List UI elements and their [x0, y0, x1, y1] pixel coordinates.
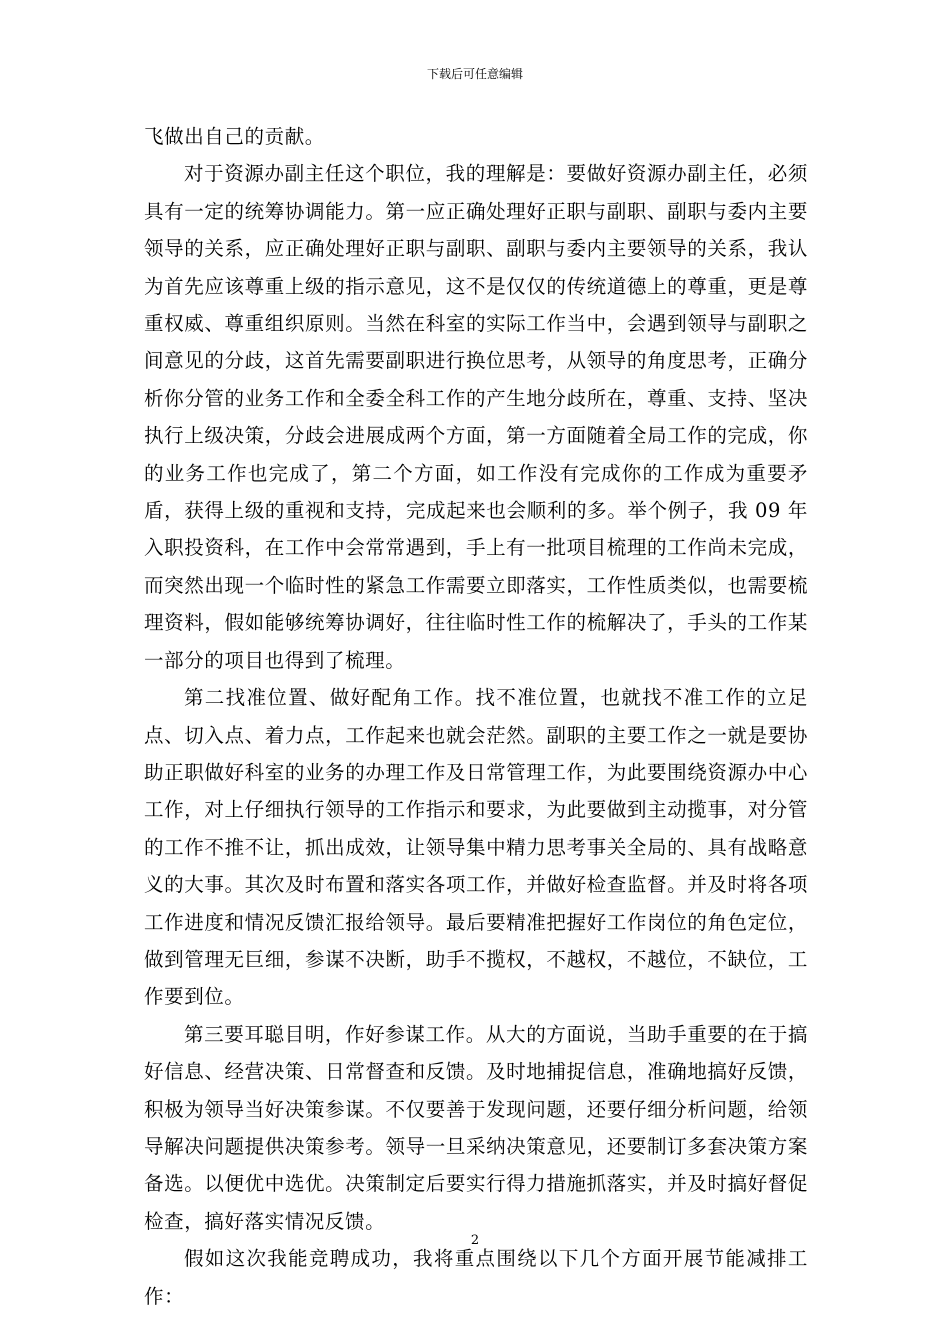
paragraph-5: 假如这次我能竞聘成功，我将重点围绕以下几个方面开展节能减排工作： — [144, 1247, 808, 1308]
paragraph-4: 第三要耳聪目明，作好参谋工作。从大的方面说，当助手重要的在于搞好信息、经营决策、日常督查和反馈。及时地捕捉信息，准确地搞好反馈，积极为领导当好决策参谋。不仅要善于发现问题，还要仔细分析问题，给领导解决问题提供决策参考。领导一旦采纳决策意见，还要制订多套决策方案备选。以便优中选优。决策制定后要实行得力措施抓落实，并及时搞好督促检查，搞好落实情况反馈。 — [144, 1022, 808, 1233]
document-body — [144, 118, 808, 1315]
paragraph-1: 飞做出自己的贡献。 — [144, 125, 325, 148]
page-number: 2 — [470, 1233, 480, 1248]
paragraph-2: 对于资源办副主任这个职位，我的理解是：要做好资源办副主任，必须具有一定的统筹协调能力。第一应正确处理好正职与副职、副职与委内主要领导的关系，应正确处理好正职与副职、副职与委内主要领导的关系，我认为首先应该尊重上级的指示意见，这不是仅仅的传统道德上的尊重，更是尊重权威、尊重组织原则。当然在科室的实际工作当中，会遇到领导与副职之间意见的分歧，这首先需要副职进行换位思考，从领导的角度思考，正确分析你分管的业务工作和全委全科工作的产生地分歧所在，尊重、支持、坚决执行上级决策，分歧会进展成两个方面，第一方面随着全局工作的完成，你的业务工作也完成了，第二个方面，如工作没有完成你的工作成为重要矛盾，获得上级的重视和支持，完成起来也会顺利的多。举个例子，我 09 年入职投资科，在工作中会常常遇到，手上有一批项目梳理的工作尚未完成，而突然出现一个临时性的紧急工作需要立即落实，工作性质类似，也需要梳理资料，假如能够统筹协调好，往往临时性工作的梳解决了，手头的工作某一部分的项目也得到了梳理。 — [144, 162, 808, 672]
page-header: 下载后可任意编辑 — [426, 67, 523, 81]
paragraph-3: 第二找准位置、做好配角工作。找不准位置，也就找不准工作的立足点、切入点、着力点，工作起来也就会茫然。副职的主要工作之一就是要协助正职做好科室的业务的办理工作及日常管理工作，为此要围绕资源办中心工作，对上仔细执行领导的工作指示和要求，为此要做到主动揽事，对分管的工作不推不让，抓出成效，让领导集中精力思考事关全局的、具有战略意义的大事。其次及时布置和落实各项工作，并做好检查监督。并及时将各项工作进度和情况反馈汇报给领导。最后要精准把握好工作岗位的角色定位，做到管理无巨细，参谋不决断，助手不揽权，不越权，不越位，不缺位，工作要到位。 — [144, 686, 808, 1009]
